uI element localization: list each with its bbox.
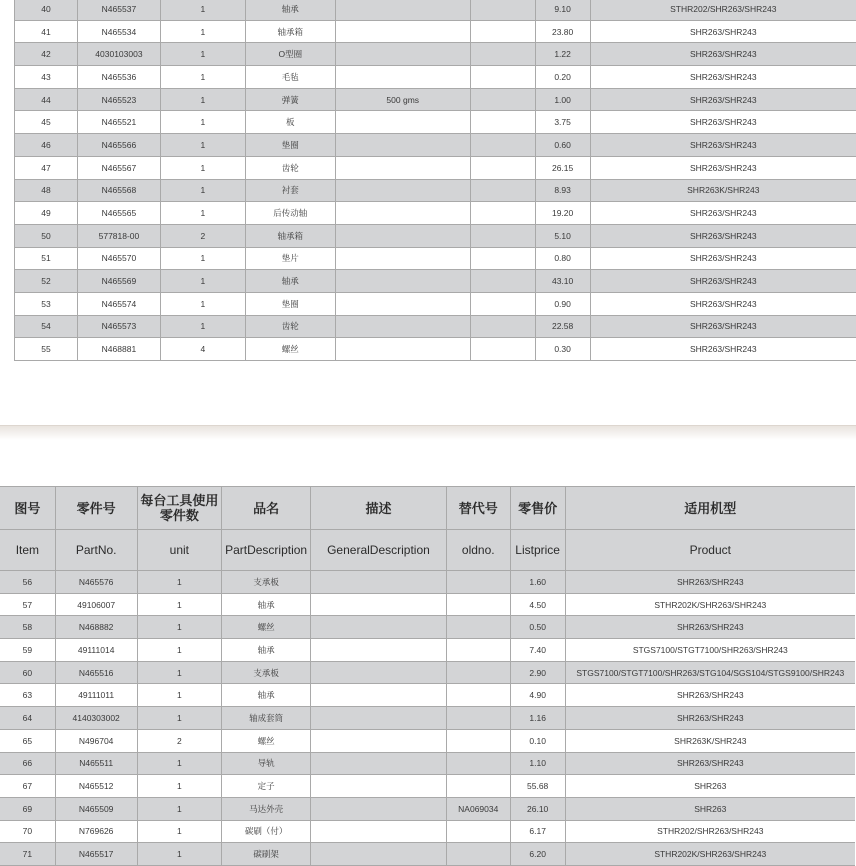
cell-general-description bbox=[311, 661, 447, 684]
cell-item: 57 bbox=[0, 593, 55, 616]
cell-list-price: 23.80 bbox=[535, 20, 590, 43]
cell-list-price: 26.15 bbox=[535, 156, 590, 179]
cell-product: SHR263/SHR243 bbox=[590, 20, 856, 43]
cell-list-price: 3.75 bbox=[535, 111, 590, 134]
cell-general-description bbox=[311, 775, 447, 798]
table-row bbox=[0, 752, 855, 775]
cell-unit: 1 bbox=[137, 571, 222, 594]
table-row bbox=[15, 292, 856, 315]
cell-description: 轴承箱 bbox=[245, 20, 335, 43]
cell-description: 螺丝 bbox=[245, 338, 335, 361]
cell-old-no bbox=[470, 179, 535, 202]
cell-part-no: 49111011 bbox=[55, 684, 137, 707]
cell-old-no bbox=[446, 707, 510, 730]
cell-list-price: 1.10 bbox=[510, 752, 565, 775]
cell-description: 马达外壳 bbox=[222, 797, 311, 820]
cell-list-price: 5.10 bbox=[535, 224, 590, 247]
cell-product: SHR263/SHR243 bbox=[565, 752, 855, 775]
cell-old-no bbox=[446, 593, 510, 616]
cell-list-price: 0.80 bbox=[535, 247, 590, 270]
cell-unit: 2 bbox=[137, 729, 222, 752]
cell-description: 螺丝 bbox=[222, 729, 311, 752]
cell-product: SHR263/SHR243 bbox=[590, 43, 856, 66]
cell-unit: 1 bbox=[160, 20, 245, 43]
cell-product: SHR263/SHR243 bbox=[590, 338, 856, 361]
cell-general-description bbox=[311, 707, 447, 730]
table-row bbox=[15, 0, 856, 20]
cell-part-no: N465566 bbox=[77, 134, 160, 157]
cell-item: 65 bbox=[0, 729, 55, 752]
cell-product: SHR263/SHR243 bbox=[590, 88, 856, 111]
header-product-cn: 适用机型 bbox=[565, 487, 855, 530]
cell-unit: 1 bbox=[160, 156, 245, 179]
cell-part-no: N465511 bbox=[55, 752, 137, 775]
cell-product: STHR202/SHR263/SHR243 bbox=[565, 820, 855, 843]
cell-unit: 1 bbox=[137, 616, 222, 639]
cell-part-no: N465517 bbox=[55, 843, 137, 866]
cell-product: SHR263/SHR243 bbox=[565, 571, 855, 594]
cell-item: 47 bbox=[15, 156, 78, 179]
table-row bbox=[0, 639, 855, 662]
table-row bbox=[15, 224, 856, 247]
header-item-cn: 图号 bbox=[0, 487, 55, 530]
cell-product: SHR263/SHR243 bbox=[590, 202, 856, 225]
table-row bbox=[15, 338, 856, 361]
cell-list-price: 55.68 bbox=[510, 775, 565, 798]
cell-item: 40 bbox=[15, 0, 78, 20]
cell-product: SHR263/SHR243 bbox=[590, 270, 856, 293]
header-description-en: PartDescription bbox=[222, 530, 311, 571]
cell-product: SHR263/SHR243 bbox=[565, 616, 855, 639]
cell-description: 支承板 bbox=[222, 661, 311, 684]
table-row bbox=[15, 247, 856, 270]
cell-general-description bbox=[311, 684, 447, 707]
cell-part-no: N465516 bbox=[55, 661, 137, 684]
table-row bbox=[0, 707, 855, 730]
cell-old-no bbox=[470, 66, 535, 89]
header-partno-en: PartNo. bbox=[55, 530, 137, 571]
cell-part-no: N468881 bbox=[77, 338, 160, 361]
cell-old-no bbox=[446, 729, 510, 752]
cell-old-no bbox=[470, 156, 535, 179]
cell-description: 衬套 bbox=[245, 179, 335, 202]
cell-old-no bbox=[470, 20, 535, 43]
cell-item: 67 bbox=[0, 775, 55, 798]
cell-general-description bbox=[335, 0, 470, 20]
cell-description: 轴承 bbox=[222, 593, 311, 616]
table-row bbox=[15, 315, 856, 338]
cell-product: STGS7100/STGT7100/SHR263/SHR243 bbox=[565, 639, 855, 662]
cell-general-description bbox=[335, 315, 470, 338]
cell-description: 支承板 bbox=[222, 571, 311, 594]
cell-product: SHR263 bbox=[565, 797, 855, 820]
cell-old-no bbox=[470, 315, 535, 338]
table-row bbox=[0, 843, 855, 866]
cell-old-no bbox=[446, 820, 510, 843]
cell-general-description bbox=[335, 156, 470, 179]
cell-product: SHR263/SHR243 bbox=[590, 66, 856, 89]
cell-general-description: 500 gms bbox=[335, 88, 470, 111]
cell-old-no bbox=[446, 775, 510, 798]
cell-item: 58 bbox=[0, 616, 55, 639]
cell-general-description bbox=[335, 20, 470, 43]
cell-unit: 1 bbox=[137, 752, 222, 775]
parts-table-bottom bbox=[0, 486, 855, 866]
header-general-cn: 描述 bbox=[311, 487, 447, 530]
cell-item: 51 bbox=[15, 247, 78, 270]
cell-unit: 1 bbox=[137, 775, 222, 798]
cell-item: 53 bbox=[15, 292, 78, 315]
cell-part-no: 4140303002 bbox=[55, 707, 137, 730]
header-unit-en: unit bbox=[137, 530, 222, 571]
cell-item: 45 bbox=[15, 111, 78, 134]
cell-description: 垫片 bbox=[245, 247, 335, 270]
cell-product: SHR263/SHR243 bbox=[565, 707, 855, 730]
cell-list-price: 8.93 bbox=[535, 179, 590, 202]
cell-old-no bbox=[446, 639, 510, 662]
cell-item: 41 bbox=[15, 20, 78, 43]
cell-part-no: N465569 bbox=[77, 270, 160, 293]
cell-product: STGS7100/STGT7100/SHR263/STG104/SGS104/STGS9100/SHR243 bbox=[565, 661, 855, 684]
cell-item: 50 bbox=[15, 224, 78, 247]
table-row bbox=[0, 571, 855, 594]
cell-description: 轴成套筒 bbox=[222, 707, 311, 730]
cell-item: 64 bbox=[0, 707, 55, 730]
cell-description: 轴承 bbox=[222, 684, 311, 707]
cell-part-no: N465521 bbox=[77, 111, 160, 134]
table-row bbox=[15, 270, 856, 293]
cell-general-description bbox=[311, 820, 447, 843]
cell-list-price: 2.90 bbox=[510, 661, 565, 684]
cell-unit: 1 bbox=[137, 684, 222, 707]
cell-unit: 1 bbox=[160, 66, 245, 89]
cell-general-description bbox=[335, 134, 470, 157]
cell-part-no: 577818-00 bbox=[77, 224, 160, 247]
cell-unit: 1 bbox=[137, 820, 222, 843]
cell-general-description bbox=[335, 247, 470, 270]
cell-part-no: N465568 bbox=[77, 179, 160, 202]
table-row bbox=[0, 661, 855, 684]
table-row bbox=[0, 729, 855, 752]
cell-list-price: 1.00 bbox=[535, 88, 590, 111]
cell-part-no: N465536 bbox=[77, 66, 160, 89]
cell-old-no bbox=[446, 571, 510, 594]
cell-product: STHR202/SHR263/SHR243 bbox=[590, 0, 856, 20]
cell-general-description bbox=[311, 593, 447, 616]
cell-old-no bbox=[446, 684, 510, 707]
cell-product: SHR263 bbox=[565, 775, 855, 798]
cell-part-no: N465565 bbox=[77, 202, 160, 225]
cell-unit: 1 bbox=[160, 179, 245, 202]
cell-product: SHR263/SHR243 bbox=[590, 134, 856, 157]
cell-old-no bbox=[470, 43, 535, 66]
cell-product: SHR263/SHR243 bbox=[590, 315, 856, 338]
cell-general-description bbox=[311, 843, 447, 866]
header-oldno-cn: 替代号 bbox=[446, 487, 510, 530]
cell-unit: 2 bbox=[160, 224, 245, 247]
cell-unit: 1 bbox=[160, 111, 245, 134]
cell-old-no: NA069034 bbox=[446, 797, 510, 820]
cell-unit: 1 bbox=[160, 0, 245, 20]
cell-general-description bbox=[335, 43, 470, 66]
header-row-english bbox=[0, 530, 855, 571]
cell-list-price: 4.50 bbox=[510, 593, 565, 616]
cell-part-no: N465509 bbox=[55, 797, 137, 820]
cell-old-no bbox=[446, 661, 510, 684]
header-item-en: Item bbox=[0, 530, 55, 571]
cell-old-no bbox=[470, 338, 535, 361]
cell-item: 69 bbox=[0, 797, 55, 820]
cell-list-price: 43.10 bbox=[535, 270, 590, 293]
cell-item: 63 bbox=[0, 684, 55, 707]
cell-part-no: N468882 bbox=[55, 616, 137, 639]
table-row bbox=[0, 820, 855, 843]
cell-product: SHR263/SHR243 bbox=[565, 684, 855, 707]
cell-description: 垫圈 bbox=[245, 292, 335, 315]
cell-general-description bbox=[335, 66, 470, 89]
cell-list-price: 7.40 bbox=[510, 639, 565, 662]
cell-general-description bbox=[311, 616, 447, 639]
cell-old-no bbox=[470, 247, 535, 270]
cell-description: 碳刷架 bbox=[222, 843, 311, 866]
cell-general-description bbox=[335, 338, 470, 361]
cell-description: 定子 bbox=[222, 775, 311, 798]
cell-unit: 4 bbox=[160, 338, 245, 361]
cell-product: SHR263/SHR243 bbox=[590, 156, 856, 179]
table-row bbox=[15, 202, 856, 225]
cell-description: 板 bbox=[245, 111, 335, 134]
cell-unit: 1 bbox=[160, 270, 245, 293]
cell-item: 60 bbox=[0, 661, 55, 684]
cell-general-description bbox=[311, 752, 447, 775]
cell-part-no: 49106007 bbox=[55, 593, 137, 616]
cell-old-no bbox=[470, 224, 535, 247]
cell-part-no: N465523 bbox=[77, 88, 160, 111]
cell-list-price: 0.90 bbox=[535, 292, 590, 315]
cell-part-no: 4030103003 bbox=[77, 43, 160, 66]
cell-part-no: N465574 bbox=[77, 292, 160, 315]
cell-unit: 1 bbox=[160, 247, 245, 270]
table-row bbox=[15, 111, 856, 134]
cell-product: SHR263/SHR243 bbox=[590, 111, 856, 134]
cell-description: 轴承箱 bbox=[245, 224, 335, 247]
cell-product: STHR202K/SHR263/SHR243 bbox=[565, 593, 855, 616]
cell-item: 49 bbox=[15, 202, 78, 225]
cell-list-price: 0.50 bbox=[510, 616, 565, 639]
cell-description: 毛毡 bbox=[245, 66, 335, 89]
cell-general-description bbox=[311, 571, 447, 594]
cell-description: 轴承 bbox=[222, 639, 311, 662]
cell-list-price: 9.10 bbox=[535, 0, 590, 20]
cell-part-no: 49111014 bbox=[55, 639, 137, 662]
cell-old-no bbox=[470, 270, 535, 293]
cell-old-no bbox=[446, 752, 510, 775]
table-row bbox=[15, 156, 856, 179]
cell-unit: 1 bbox=[160, 134, 245, 157]
table-row bbox=[0, 616, 855, 639]
cell-general-description bbox=[311, 639, 447, 662]
cell-item: 52 bbox=[15, 270, 78, 293]
parts-table-top bbox=[14, 0, 856, 361]
cell-list-price: 1.60 bbox=[510, 571, 565, 594]
cell-unit: 1 bbox=[160, 202, 245, 225]
cell-list-price: 0.30 bbox=[535, 338, 590, 361]
cell-description: 螺丝 bbox=[222, 616, 311, 639]
cell-old-no bbox=[470, 88, 535, 111]
header-partno-cn: 零件号 bbox=[55, 487, 137, 530]
cell-description: 垫圈 bbox=[245, 134, 335, 157]
cell-general-description bbox=[335, 179, 470, 202]
header-general-en: GeneralDescription bbox=[311, 530, 447, 571]
cell-product: SHR263K/SHR243 bbox=[565, 729, 855, 752]
cell-old-no bbox=[470, 0, 535, 20]
cell-item: 43 bbox=[15, 66, 78, 89]
cell-part-no: N496704 bbox=[55, 729, 137, 752]
cell-item: 55 bbox=[15, 338, 78, 361]
cell-part-no: N465537 bbox=[77, 0, 160, 20]
table-row bbox=[15, 43, 856, 66]
cell-unit: 1 bbox=[137, 593, 222, 616]
cell-list-price: 4.90 bbox=[510, 684, 565, 707]
table-row bbox=[15, 66, 856, 89]
cell-list-price: 6.20 bbox=[510, 843, 565, 866]
cell-product: SHR263/SHR243 bbox=[590, 224, 856, 247]
cell-unit: 1 bbox=[160, 315, 245, 338]
cell-old-no bbox=[446, 843, 510, 866]
cell-old-no bbox=[470, 134, 535, 157]
cell-description: 齿轮 bbox=[245, 156, 335, 179]
cell-product: SHR263/SHR243 bbox=[590, 247, 856, 270]
cell-item: 56 bbox=[0, 571, 55, 594]
cell-description: 弹簧 bbox=[245, 88, 335, 111]
header-description-cn: 品名 bbox=[222, 487, 311, 530]
cell-description: 轴承 bbox=[245, 270, 335, 293]
table-row bbox=[0, 593, 855, 616]
header-price-en: Listprice bbox=[510, 530, 565, 571]
table-row bbox=[15, 20, 856, 43]
cell-unit: 1 bbox=[137, 639, 222, 662]
cell-product: SHR263/SHR243 bbox=[590, 292, 856, 315]
table-row bbox=[0, 684, 855, 707]
cell-general-description bbox=[335, 224, 470, 247]
cell-part-no: N465570 bbox=[77, 247, 160, 270]
table-row bbox=[15, 179, 856, 202]
cell-list-price: 0.10 bbox=[510, 729, 565, 752]
cell-list-price: 0.20 bbox=[535, 66, 590, 89]
cell-description: 齿轮 bbox=[245, 315, 335, 338]
header-price-cn: 零售价 bbox=[510, 487, 565, 530]
table-row bbox=[0, 797, 855, 820]
cell-description: 导轨 bbox=[222, 752, 311, 775]
cell-unit: 1 bbox=[137, 797, 222, 820]
cell-part-no: N465573 bbox=[77, 315, 160, 338]
cell-part-no: N465534 bbox=[77, 20, 160, 43]
cell-item: 44 bbox=[15, 88, 78, 111]
header-product-en: Product bbox=[565, 530, 855, 571]
cell-item: 71 bbox=[0, 843, 55, 866]
cell-unit: 1 bbox=[160, 43, 245, 66]
cell-list-price: 0.60 bbox=[535, 134, 590, 157]
cell-list-price: 1.22 bbox=[535, 43, 590, 66]
cell-list-price: 22.58 bbox=[535, 315, 590, 338]
cell-item: 59 bbox=[0, 639, 55, 662]
cell-list-price: 6.17 bbox=[510, 820, 565, 843]
header-row-chinese bbox=[0, 487, 855, 530]
cell-general-description bbox=[311, 797, 447, 820]
cell-old-no bbox=[470, 111, 535, 134]
cell-product: SHR263K/SHR243 bbox=[590, 179, 856, 202]
cell-general-description bbox=[335, 202, 470, 225]
section-divider bbox=[0, 425, 856, 440]
cell-item: 48 bbox=[15, 179, 78, 202]
cell-item: 70 bbox=[0, 820, 55, 843]
header-unit-cn: 每台工具使用零件数 bbox=[137, 487, 222, 530]
cell-old-no bbox=[470, 202, 535, 225]
cell-part-no: N769626 bbox=[55, 820, 137, 843]
cell-item: 46 bbox=[15, 134, 78, 157]
cell-item: 66 bbox=[0, 752, 55, 775]
cell-unit: 1 bbox=[160, 292, 245, 315]
header-oldno-en: oldno. bbox=[446, 530, 510, 571]
cell-part-no: N465576 bbox=[55, 571, 137, 594]
cell-unit: 1 bbox=[137, 707, 222, 730]
cell-part-no: N465512 bbox=[55, 775, 137, 798]
table-row bbox=[15, 134, 856, 157]
cell-general-description bbox=[335, 270, 470, 293]
cell-general-description bbox=[335, 292, 470, 315]
cell-old-no bbox=[470, 292, 535, 315]
cell-general-description bbox=[311, 729, 447, 752]
cell-item: 54 bbox=[15, 315, 78, 338]
cell-description: O型圈 bbox=[245, 43, 335, 66]
cell-general-description bbox=[335, 111, 470, 134]
cell-list-price: 26.10 bbox=[510, 797, 565, 820]
cell-unit: 1 bbox=[137, 661, 222, 684]
cell-item: 42 bbox=[15, 43, 78, 66]
table-row bbox=[15, 88, 856, 111]
cell-unit: 1 bbox=[160, 88, 245, 111]
cell-product: STHR202K/SHR263/SHR243 bbox=[565, 843, 855, 866]
cell-old-no bbox=[446, 616, 510, 639]
table-row bbox=[0, 775, 855, 798]
cell-unit: 1 bbox=[137, 843, 222, 866]
cell-description: 轴承 bbox=[245, 0, 335, 20]
cell-list-price: 19.20 bbox=[535, 202, 590, 225]
cell-list-price: 1.16 bbox=[510, 707, 565, 730]
cell-part-no: N465567 bbox=[77, 156, 160, 179]
cell-description: 后传动轴 bbox=[245, 202, 335, 225]
cell-description: 碳刷（付） bbox=[222, 820, 311, 843]
